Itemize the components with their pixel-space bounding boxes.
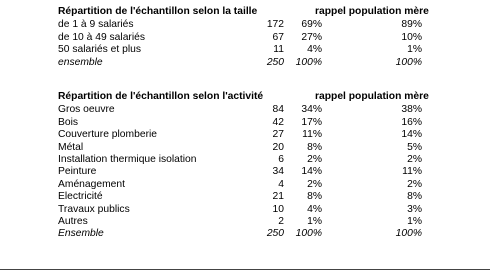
row-percent: 34% bbox=[301, 104, 322, 116]
table-total-row bbox=[58, 228, 422, 240]
bottom-divider bbox=[0, 269, 490, 270]
row-mere-percent: 14% bbox=[401, 129, 422, 141]
table-row bbox=[58, 179, 422, 191]
row-mere-percent: 1% bbox=[407, 44, 422, 56]
row-mere-percent: 38% bbox=[401, 104, 422, 116]
row-percent: 2% bbox=[307, 178, 322, 190]
total-percent: 100% bbox=[295, 56, 322, 68]
row-mere-percent: 89% bbox=[401, 19, 422, 31]
row-label: Travaux publics bbox=[58, 203, 130, 215]
table-row bbox=[58, 154, 422, 166]
row-percent: 4% bbox=[307, 44, 322, 56]
table-row bbox=[58, 129, 422, 141]
size-table-title: Répartition de l'échantillon selon la taille bbox=[58, 6, 258, 17]
row-count: 6 bbox=[278, 153, 284, 165]
activity-table-header bbox=[58, 91, 429, 103]
size-distribution-table bbox=[58, 6, 429, 69]
total-label: ensemble bbox=[58, 56, 103, 68]
table-row bbox=[58, 204, 422, 216]
row-mere-percent: 10% bbox=[401, 31, 422, 43]
row-label: Peinture bbox=[58, 166, 97, 178]
total-label: Ensemble bbox=[58, 228, 104, 240]
row-count: 2 bbox=[278, 215, 284, 227]
row-count: 20 bbox=[272, 141, 284, 153]
table-row bbox=[58, 32, 422, 44]
table-total-row bbox=[58, 57, 422, 69]
table-row bbox=[58, 104, 422, 116]
row-count: 67 bbox=[272, 31, 284, 43]
row-label: Electricité bbox=[58, 191, 103, 203]
row-label: Autres bbox=[58, 215, 88, 227]
row-percent: 1% bbox=[307, 215, 322, 227]
row-count: 84 bbox=[272, 104, 284, 116]
table-row bbox=[58, 216, 422, 228]
row-percent: 14% bbox=[301, 166, 322, 178]
row-label: Aménagement bbox=[58, 178, 125, 190]
row-label: de 1 à 9 salariés bbox=[58, 19, 134, 31]
row-count: 27 bbox=[272, 129, 284, 141]
row-count: 21 bbox=[272, 191, 284, 203]
row-mere-percent: 1% bbox=[407, 215, 422, 227]
row-mere-percent: 3% bbox=[407, 203, 422, 215]
table-row bbox=[58, 19, 422, 31]
row-percent: 4% bbox=[307, 203, 322, 215]
row-count: 34 bbox=[272, 166, 284, 178]
row-mere-percent: 2% bbox=[407, 178, 422, 190]
row-label: Installation thermique isolation bbox=[58, 153, 197, 165]
row-percent: 8% bbox=[307, 141, 322, 153]
row-label: de 10 à 49 salariés bbox=[58, 31, 146, 43]
total-mere-percent: 100% bbox=[395, 228, 422, 240]
row-count: 42 bbox=[272, 116, 284, 128]
row-percent: 8% bbox=[307, 191, 322, 203]
row-mere-percent: 16% bbox=[401, 116, 422, 128]
row-mere-percent: 2% bbox=[407, 153, 422, 165]
row-percent: 11% bbox=[302, 129, 322, 141]
table-row bbox=[58, 166, 422, 178]
row-percent: 69% bbox=[301, 19, 322, 31]
size-table-mere-header: rappel population mère bbox=[315, 6, 429, 17]
total-count: 250 bbox=[266, 228, 284, 240]
total-count: 250 bbox=[266, 56, 284, 68]
row-percent: 2% bbox=[307, 153, 322, 165]
row-mere-percent: 5% bbox=[407, 141, 422, 153]
activity-table-mere-header: rappel population mère bbox=[315, 91, 429, 102]
row-count: 4 bbox=[278, 178, 284, 190]
table-row bbox=[58, 142, 422, 154]
table-row bbox=[58, 191, 422, 203]
row-percent: 17% bbox=[301, 116, 322, 128]
row-mere-percent: 11% bbox=[402, 166, 422, 178]
size-table-header bbox=[58, 6, 429, 18]
row-label: Gros oeuvre bbox=[58, 104, 115, 116]
total-mere-percent: 100% bbox=[395, 56, 422, 68]
row-label: Métal bbox=[58, 141, 84, 153]
activity-table-title: Répartition de l'échantillon selon l'activité bbox=[58, 91, 264, 102]
row-label: Couverture plomberie bbox=[58, 129, 158, 141]
row-label: 50 salariés et plus bbox=[58, 44, 141, 56]
row-percent: 27% bbox=[301, 31, 322, 43]
row-count: 10 bbox=[272, 203, 284, 215]
activity-distribution-table bbox=[58, 91, 429, 241]
row-count: 172 bbox=[266, 19, 284, 31]
row-count: 11 bbox=[273, 44, 284, 56]
row-mere-percent: 8% bbox=[407, 191, 422, 203]
row-label: Bois bbox=[58, 116, 79, 128]
table-row bbox=[58, 44, 422, 56]
table-row bbox=[58, 117, 422, 129]
total-percent: 100% bbox=[295, 228, 322, 240]
